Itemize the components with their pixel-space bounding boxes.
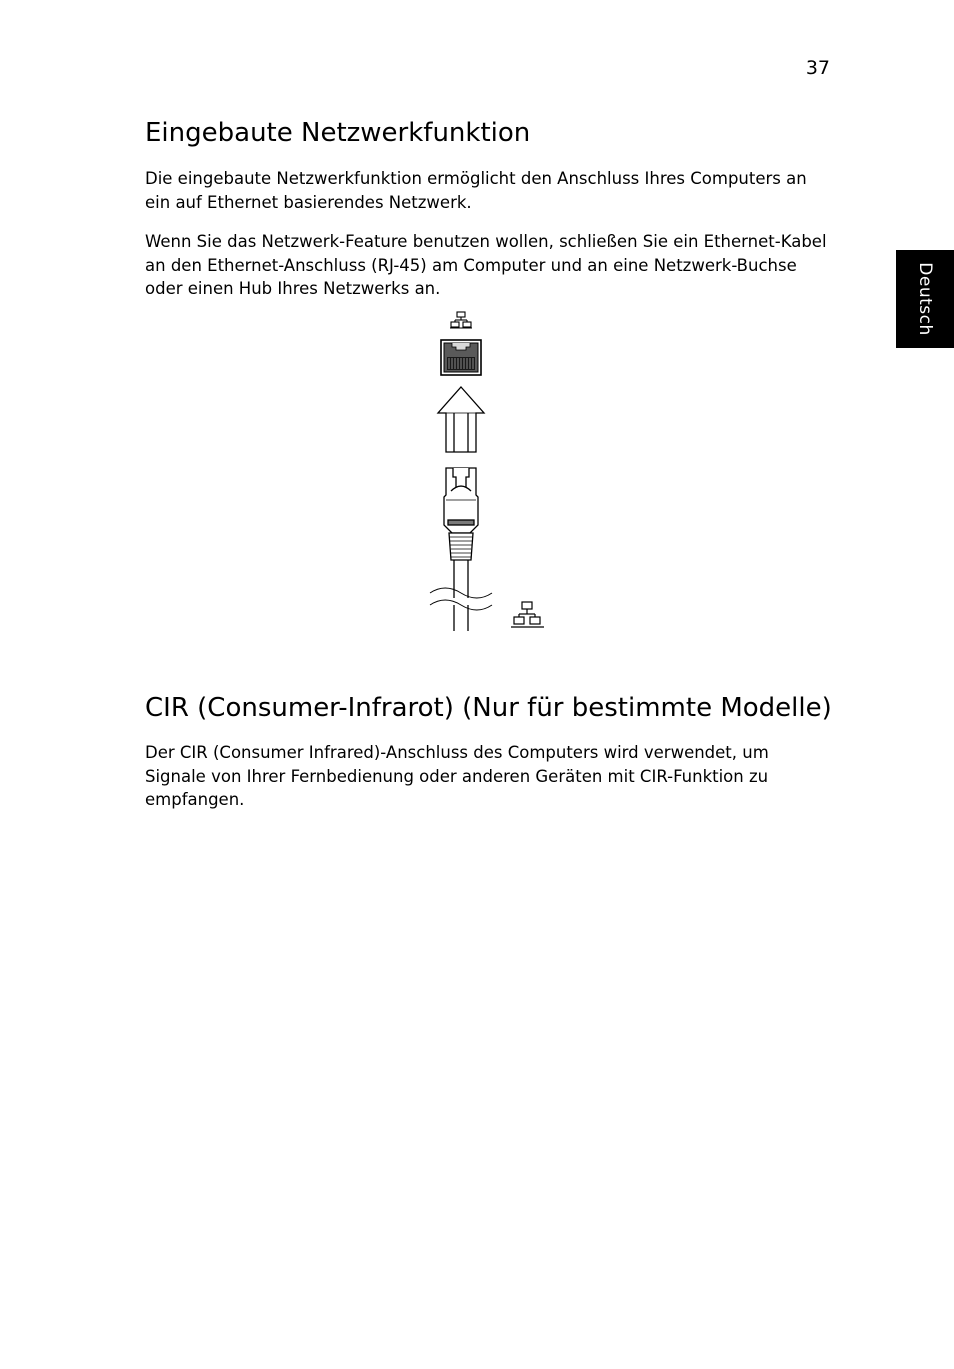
section-title-cir: CIR (Consumer-Infrarot) (Nur für bestimmte Modelle)	[145, 693, 832, 723]
network-paragraph-1: Die eingebaute Netzwerkfunktion ermöglicht den Anschluss Ihres Computers an ein auf Ethernet basierendes Netzwerk.	[145, 169, 807, 212]
rj45-port-icon	[441, 340, 481, 375]
network-icon	[450, 312, 472, 328]
section-title-network: Eingebaute Netzwerkfunktion	[145, 118, 531, 148]
ethernet-plug-icon	[430, 468, 492, 631]
language-tab-label: Deutsch	[915, 262, 935, 336]
ethernet-connection-figure	[420, 305, 560, 640]
up-arrow-icon	[438, 387, 484, 452]
network-icon	[511, 602, 544, 627]
page-number: 37	[805, 57, 830, 79]
language-tab	[896, 250, 954, 348]
network-paragraph-2: Wenn Sie das Netzwerk-Feature benutzen wollen, schließen Sie ein Ethernet-Kabel an den Ethernet-Anschluss (RJ-45) am Computer und an eine Netzwerk-Buchse oder einen Hub Ihres Netzwerks an.	[145, 232, 827, 298]
cir-paragraph-1: Der CIR (Consumer Infrared)-Anschluss des Computers wird verwendet, um Signale von Ihrer Fernbedienung oder anderen Geräten mit CIR-Funktion zu empfangen.	[145, 743, 769, 809]
